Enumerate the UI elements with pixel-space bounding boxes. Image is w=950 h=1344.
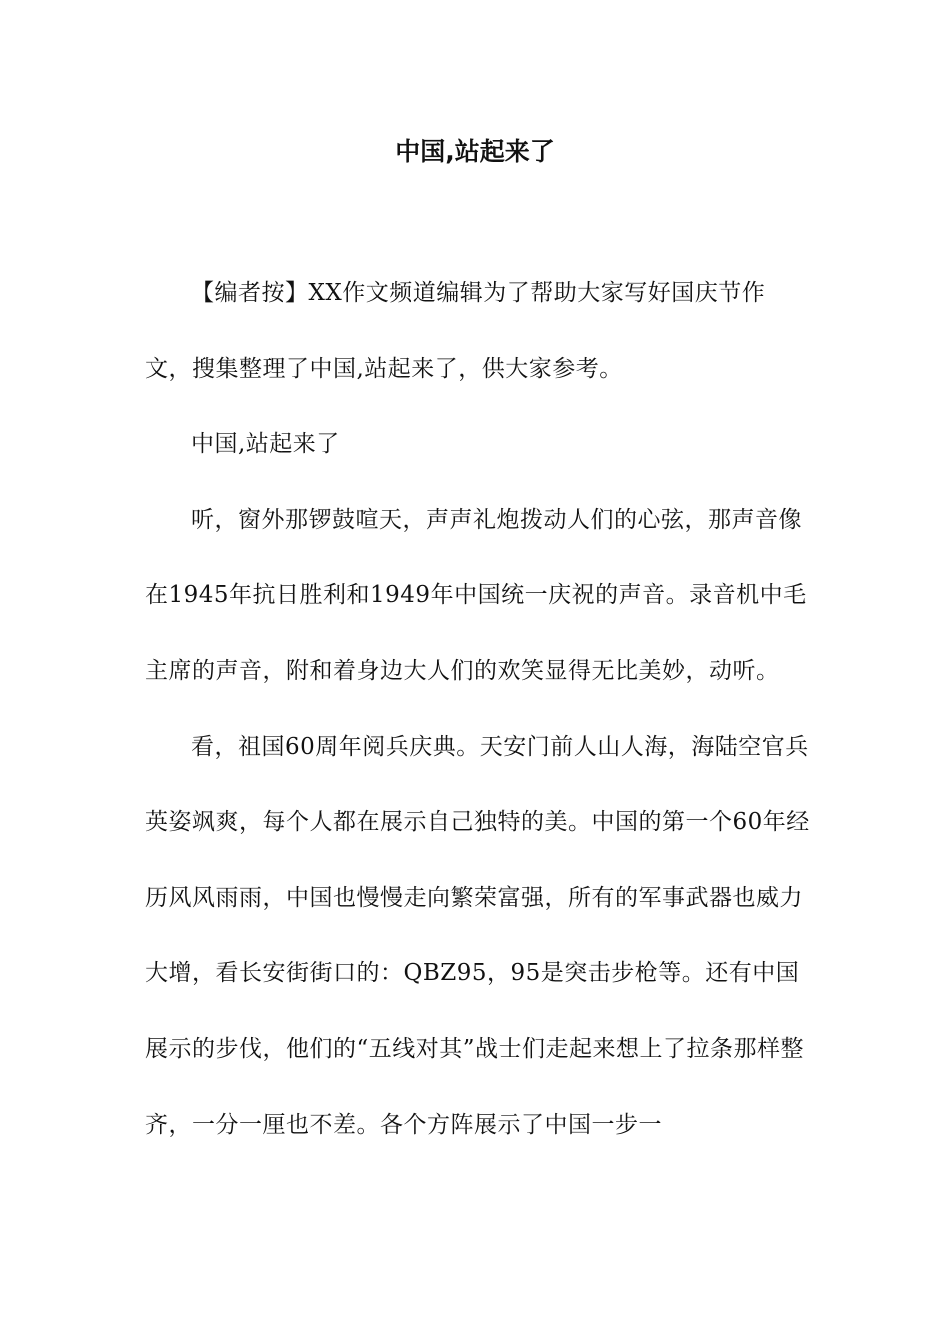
paragraph-look: 看，祖国60周年阅兵庆典。天安门前人山人海，海陆空官兵英姿飒爽，每个人都在展示自己独特的美。中国的第一个60年经历风风雨雨，中国也慢慢走向繁荣富强，所有的军事武器也威力大增，看长安街街口的：QBZ95，95是突击步枪等。还有中国展示的步伐，他们的“五线对其”战士们走起来想上了拉条那样整齐，一分一厘也不差。各个方阵展示了中国一步一 — [145, 733, 810, 1138]
document-body — [145, 256, 810, 1163]
paragraph-subtitle: 中国,站起来了 — [191, 431, 340, 458]
document-title: 中国,站起来了 — [395, 137, 555, 166]
paragraph-editor-note: 【编者按】XX作文频道编辑为了帮助大家写好国庆节作文，搜集整理了中国,站起来了，供大家参考。 — [145, 280, 766, 382]
paragraph-listen: 听，窗外那锣鼓喧天，声声礼炮拨动人们的心弦，那声音像在1945年抗日胜利和1949年中国统一庆祝的声音。录音机中毛主席的声音，附和着身边大人们的欢笑显得无比美妙，动听。 — [145, 506, 807, 684]
